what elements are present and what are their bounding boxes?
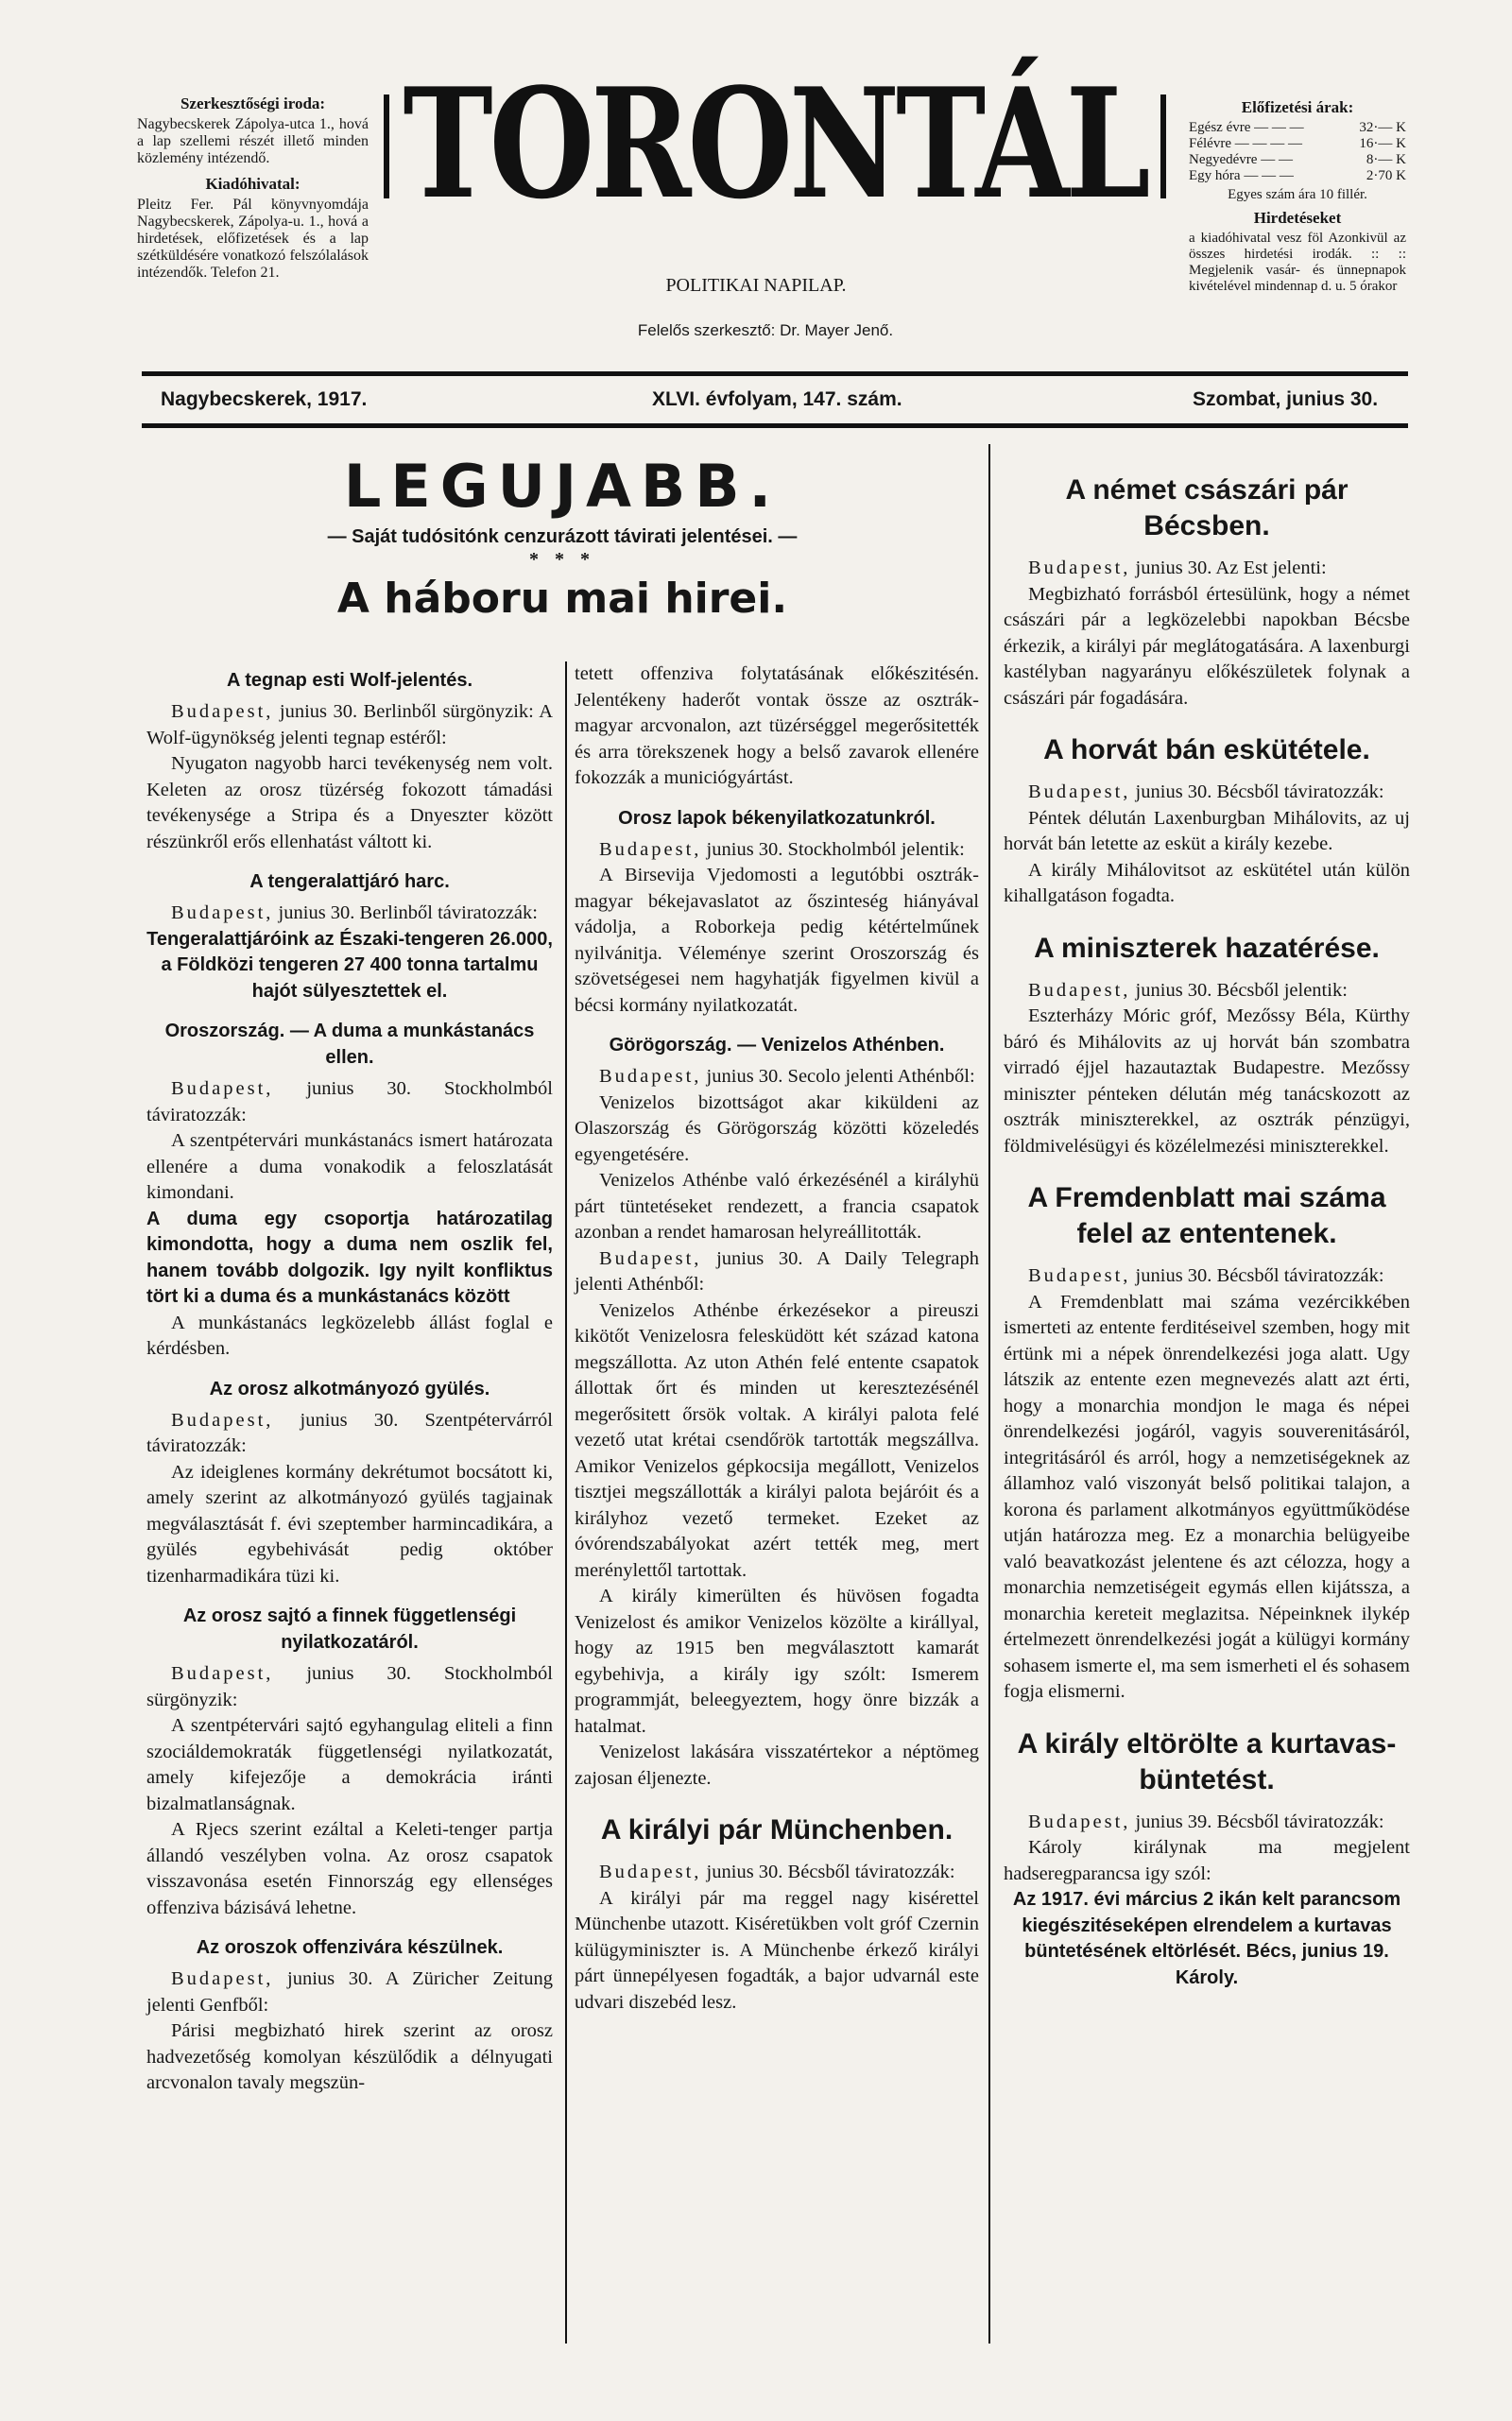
article-headline: A Fremdenblatt mai száma felel az ententenek. [1027,1182,1386,1249]
article-paragraph: A király kimerülten és hüvösen fogadta Venizelost és amikor Venizelos közölte a királlyal, hogy az 1915 ben megválasztott kamarát egybehivja, a király igy szólt: Ismerem programmját, beleegyeztem, hogy önre bizzák a hatalmat. [575,1586,979,1737]
price-row [1189,120,1406,136]
dateline-text: junius 39. Bécsből táviratozzák: [1130,1811,1384,1832]
article-paragraph: Venizelos bizottságot akar kiküldeni az Olaszország és Görögország közötti közeledés egyengetésére. [575,1091,979,1165]
article-paragraph: Károly királynak ma megjelent hadseregparancsa igy szól: [1004,1837,1410,1884]
article-headline: A tegnap esti Wolf-jelentés. [226,670,473,691]
dateline-city: Budapest, [1028,979,1131,1001]
article-paragraph: Nyugaton nagyobb harci tevékenység nem volt. Keleten az orosz tüzérség fokozott támadási tevékenysége a Stripa és a Dnyeszter között részünkről erős ellenhatást váltott ki. [146,753,553,852]
article-paragraph: Venizelost lakására visszatértekor a néptömeg zajosan éljenezte. [575,1742,979,1789]
article-headline: A miniszterek hazatérése. [1034,932,1380,964]
dateline-city: Budapest, [1028,1811,1131,1832]
masthead-subtitle: POLITIKAI NAPILAP. [665,275,847,296]
column-2 [575,661,979,2016]
article-headline: A királyi pár Münchenben. [600,1814,954,1846]
article-dateline [146,1408,553,1460]
article-paragraph: Venizelos Athénbe érkezésekor a pireuszi kikötőt Venizelosra felesküdött két század katona megszállotta. Az uton Athén felé entente csapatok állottak őrt és minden ut keresztezésénél megerősitett őrsök voltak. A királyi palota felé vezető utat krétai csendőrök tartották megszállva. Amikor Venizelos gépkocsija megállott, Venizelos tisztjei megszállották a királyi palota bejáróit és a királyhoz vezető termeket. Ezeket az óvórendszabályokat azért tették meg, mert merénylettől tartottak. [575,1299,979,1581]
article-headline: A német császári pár Bécsben. [1065,474,1349,541]
subscription-title: Előfizetési árak: [1241,98,1354,116]
article-headline: Orosz lapok békenyilatkozatunkról. [618,807,936,829]
article-dateline [146,699,553,751]
article-headline: Az orosz sajtó a finnek függetlenségi nyilatkozatáról. [182,1605,517,1653]
rule-bottom [142,423,1408,428]
article-paragraph: tetett offenziva folytatásának előkészitésén. Jelentékeny haderőt vontak össze az osztrák-magyar arcvonalon, azt tüzérséggel megerősitették és arra törekszenek hogy a belső zavarok ellenére fokozzák a municiógyártást. [575,663,979,788]
issue-number: XLVI. évfolyam, 147. szám. [652,388,902,410]
latest-news-stars: * * * [529,549,595,570]
latest-news-banner [142,454,983,624]
column-divider-1 [565,661,567,2344]
dateline-city: Budapest, [1028,558,1131,578]
publisher-office-text: Pleitz Fer. Pál könyvnyomdája Nagybecskerek, Zápolya-u. 1., hová a hirdetések, előfizetések és a lap szétküldésére vonatkozó felszólalások intézendők. Telefon 21. [137,197,369,281]
article-paragraph: A duma egy csoportja határozatilag kimondotta, hogy a duma nem oszlik fel, hanem tovább dolgozik. Igy nyilt konfliktus tört ki a duma és a munkástanács között [146,1208,553,1307]
article-dateline [575,1860,979,1886]
article-dateline [575,1246,979,1298]
article-paragraph: Péntek délután Laxenburgban Mihálovits, az uj horvát bán letette az esküt a király kezebe. [1004,807,1410,854]
article-paragraph: Eszterházy Móric gróf, Mezőssy Béla, Kürthy báró és Mihálovits az uj horvát bán szombatra virradó éjjel hazautaztak Budapestre. Mezőssy miniszter pénteken délután még tanácskozott az osztrák miniszterekkel, az osztrák pénzügyi, földmivelésügyi és közélelmezési miniszterekkel. [1004,1005,1410,1157]
dateline-city: Budapest, [171,902,274,923]
article-paragraph: A szentpétervári sajtó egyhangulag eliteli a finn szociáldemokraták függetlenségi nyilatkozatát, amely kifejezője a demokrácia iránti bizalmatlanságnak. [146,1715,553,1814]
dateline-city: Budapest, [171,1409,274,1431]
dateline-text: junius 30. Bécsből jelentik: [1130,979,1348,1001]
article-dateline [1004,978,1410,1004]
article-paragraph: A munkástanács legközelebb állást foglal e kérdésben. [146,1312,553,1359]
price-row [1189,168,1406,184]
article-paragraph: A király Mihálovitsot az eskütétel után külön kihallgatáson fogadta. [1004,859,1410,906]
latest-news-subtitle: — Saját tudósitónk cenzurázott távirati jelentései. — [327,526,798,547]
masthead [369,56,1181,233]
dateline-text: junius 30. Stockholmból táviratozzák: [146,1078,553,1125]
article-headline: A tengeralattjáró harc. [249,871,450,892]
dateline-text: junius 30. Stockholmból sürgönyzik: [146,1663,553,1710]
article-headline: A horvát bán eskütétele. [1043,734,1370,765]
price-value: 8·— K [1366,152,1406,167]
price-value: 2·70 K [1366,168,1406,183]
editorial-office-info [137,94,369,289]
article-headline: Az orosz alkotmányozó gyülés. [209,1378,490,1399]
article-headline: Oroszország. — A duma a munkástanács ellen. [164,1021,535,1068]
article-dateline [1004,1263,1410,1290]
price-label: Félévre — — — — [1189,136,1302,151]
price-label: Negyedévre — — [1189,152,1293,167]
article-dateline [575,837,979,864]
dateline-text: junius 30. Bécsből táviratozzák: [1130,1265,1384,1286]
dateline-text: junius 30. Secolo jelenti Athénből: [701,1066,975,1087]
article-paragraph: A Rjecs szerint ezáltal a Keleti-tenger partja állandó veszélyben volna. Az orosz csapatok visszavonása esetén Finnország egy ellenséges offenziva bázisává lehetne. [146,1819,553,1918]
dateline-city: Budapest, [599,838,702,860]
editorial-office-text: Nagybecskerek Zápolya-utca 1., hová a lap szellemi részét illető minden közlemény intézendő. [137,116,369,166]
dateline-text: junius 30. Berlinből sürgönyzik: A Wolf-ügynökség jelenti tegnap estéről: [146,701,553,748]
rule-top [142,371,1408,376]
latest-news-title: LEGUJABB. [343,452,782,521]
article-dateline [146,1661,553,1713]
price-label: Egész évre — — — [1189,120,1304,135]
column-divider-2 [988,444,990,2344]
dateline-city: Budapest, [171,1078,274,1099]
column-3 [1004,452,1410,1991]
price-value: 32·— K [1359,120,1406,135]
column-1 [146,654,553,2097]
subscription-info [1189,98,1406,302]
advertising-title: Hirdetéseket [1253,209,1342,227]
article-dateline [1004,780,1410,806]
dateline-text: junius 30. A Züricher Zeitung jelenti Genfből: [146,1968,553,2016]
publisher-office-title: Kiadóhivatal: [205,175,301,193]
dateline-text: junius 30. Berlinből táviratozzák: [273,902,538,923]
advertising-text: a kiadóhivatal vesz föl Azonkivül az összes hirdetési irodák. :: :: Megjelenik vasár- és ünnepnapok kivételével mindennap d. u. 5 órakor [1189,231,1406,294]
dateline-text: junius 30. Stockholmból jelentik: [701,838,965,860]
war-news-heading: A háboru mai hirei. [336,575,788,623]
price-value: 16·— K [1359,136,1406,151]
article-dateline [1004,1810,1410,1836]
article-paragraph: A Birsevija Vjedomosti a legutóbbi osztrák-magyar békejavaslatot az őszinteség hiányával vádolja, a Roborkeja pedig kétértelműnek nyilvánitja. Véleménye szerint Oroszország és szövetségesei nem hagyhatják figyelmen kivül a bécsi kormány nyilatkozatát. [575,865,979,1016]
article-headline: A király eltörölte a kurtavas-büntetést. [1017,1727,1397,1795]
article-paragraph: A királyi pár ma reggel nagy kisérettel Münchenbe utazott. Kiséretükben volt gróf Czernin külügyminiszter is. A Münchenbe érkező királyi párt ünnepélyesen fogadták, a bajor udvarnál este udvari diszebéd lesz. [575,1887,979,2013]
dateline-city: Budapest, [171,1968,274,1989]
article-dateline [1004,556,1410,582]
dateline-city: Budapest, [599,1066,702,1087]
article-headline: Görögország. — Venizelos Athénben. [609,1035,945,1056]
editor-credit: Felelős szerkesztő: Dr. Mayer Jenő. [637,321,894,339]
dateline-city: Budapest, [599,1247,702,1269]
masthead-title: TORONTÁL [403,56,1147,233]
dateline-text: junius 30. Az Est jelenti: [1130,558,1327,578]
price-label: Egy hóra — — — [1189,168,1294,183]
price-row [1189,152,1406,168]
dateline-text: junius 30. A Daily Telegraph jelenti Athénből: [575,1247,979,1295]
dateline-text: junius 30. Bécsből táviratozzák: [701,1862,955,1882]
article-dateline [146,901,553,927]
article-paragraph: Párisi megbizható hirek szerint az orosz hadvezetőség komolyan készülődik a délnyugati arcvonalon tavaly megszün- [146,2020,553,2093]
article-headline: Az oroszok offenzivára készülnek. [196,1937,504,1958]
dateline-city: Budapest, [1028,1265,1131,1286]
dateline-text: junius 30. Szentpétervárról táviratozzák: [146,1409,553,1456]
article-paragraph: Az 1917. évi március 2 ikán kelt parancsom kiegészitéseképen elrendelem a kurtavas büntetésének eltörlését. Bécs, junius 19. Károly. [1012,1889,1401,1988]
article-paragraph: Megbizható forrásból értesülünk, hogy a német császári pár a legközelebbi napokban Bécsbe érkezik, a királyi pár meglátogatására. A laxenburgi kastélyban nagyarányu előkészületek folynak a császári pár fogadására. [1004,583,1410,709]
dateline-city: Budapest, [171,701,274,722]
article-paragraph: A Fremdenblatt mai száma vezércikkében ismerteti az entente ferditéseivel szemben, hogy mit értünk mi a népek önrendelkezési joga alatt. Ugy látszik az entente ezen megnevezés alatt azt érti, hogy a monarchia mondjon le maga és népei önrendelkezési jogáról, vagyis souverenitásáról, integritásáról és arról, hogy a nemzetiségeknek az államhoz való viszonyát belső politikai talajon, a korona és parlament alkotmányos együttműködése utján határozza meg. Ez a monarchia belügyeibe való beavatkozást jelentene és azt célozza, hogy a monarchia nemzetiségeit egymás ellen kijátssza, a monarchia kereteit meglazitsa. Népeinknek ilykép értelmezett önrendelkezési jogát a külügyi kormány sohasem ismerte el, ma sem ismerheti el és sohasem fogja elismerni. [1004,1291,1410,1702]
dateline-city: Budapest, [599,1862,702,1882]
article-dateline [146,1966,553,2018]
article-paragraph: Az ideiglenes kormány dekrétumot bocsátott ki, amely szerint az alkotmányozó gyülés tagjainak megválasztását f. évi szeptember harmincadikára, a gyülés egybehivását pedig október tizenharmadikára tüzi ki. [146,1461,553,1587]
single-issue-price: Egyes szám ára 10 fillér. [1228,187,1367,202]
dateline-city: Budapest, [171,1663,274,1684]
article-paragraph: Venizelos Athénbe való érkezésénél a királyhü párt tüntetéseket rendezett, a francia csapatok azonban a rendet hamarosan helyreállitották. [575,1170,979,1243]
price-row [1189,136,1406,152]
dateline-text: junius 30. Bécsből táviratozzák: [1130,781,1384,802]
editorial-office-title: Szerkesztőségi iroda: [180,94,326,112]
dateline-city: Budapest, [1028,781,1131,802]
article-dateline [146,1076,553,1128]
issue-date: Szombat, junius 30. [1193,388,1379,410]
article-paragraph: Tengeralattjáróink az Északi-tengeren 26.000, a Földközi tengeren 27 400 tonna tartalmu hajót sülyesztettek el. [146,928,553,1002]
publication-place-year: Nagybecskerek, 1917. [161,388,368,410]
article-paragraph: A szentpétervári munkástanács ismert határozata ellenére a duma vonakodik a feloszlatását kimondani. [146,1130,553,1203]
article-dateline [575,1064,979,1090]
price-list [1189,120,1406,184]
